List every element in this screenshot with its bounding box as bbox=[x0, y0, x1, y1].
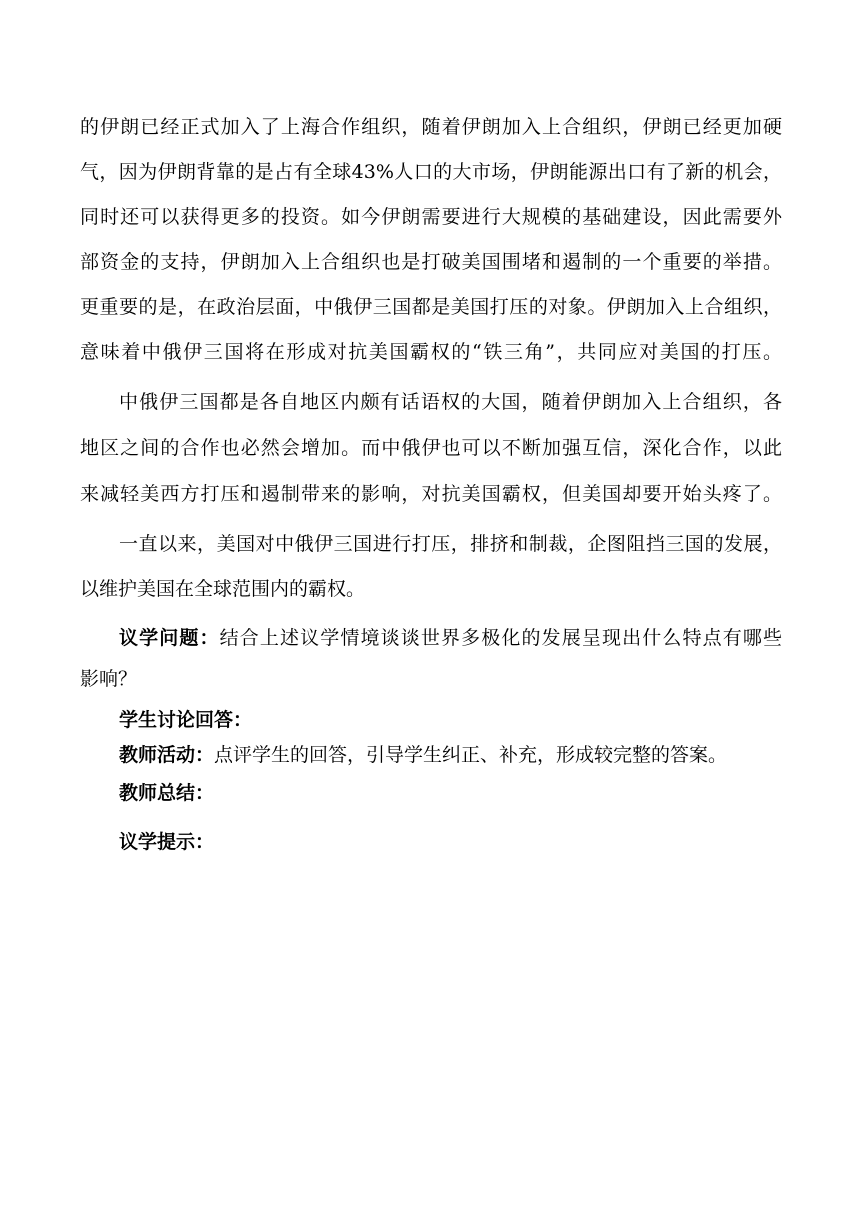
body-line: 的伊朗已经正式加入了上海合作组织，随着伊朗加入上合组织，伊朗已经更加硬 bbox=[80, 116, 782, 138]
body-line: 意味着中俄伊三国将在形成对抗美国霸权的“铁三角”，共同应对美国的打压。 bbox=[80, 341, 782, 363]
question-label: 议学问题： bbox=[119, 627, 220, 649]
student-answer-label: 学生讨论回答： bbox=[119, 709, 253, 731]
body-line: 地区之间的合作也必然会增加。而中俄伊也可以不断加强互信，深化合作，以此 bbox=[80, 437, 782, 459]
body-line: 一直以来，美国对中俄伊三国进行打压，排挤和制裁，企图阻挡三国的发展， bbox=[119, 533, 782, 555]
body-line: 中俄伊三国都是各自地区内颇有话语权的大国，随着伊朗加入上合组织，各 bbox=[119, 391, 782, 413]
teacher-summary-label: 教师总结： bbox=[119, 782, 215, 804]
teacher-activity-text: 点评学生的回答，引导学生纠正、补充，形成较完整的答案。 bbox=[214, 744, 728, 766]
body-line: 部资金的支持，伊朗加入上合组织也是打破美国围堵和遏制的一个重要的举措。 bbox=[80, 251, 782, 273]
body-line: 同时还可以获得更多的投资。如今伊朗需要进行大规模的基础建设，因此需要外 bbox=[80, 206, 782, 228]
hint-label: 议学提示： bbox=[119, 831, 215, 853]
body-line: 以维护美国在全球范围内的霸权。 bbox=[80, 578, 366, 600]
body-line: 更重要的是，在政治层面，中俄伊三国都是美国打压的对象。伊朗加入上合组织， bbox=[80, 296, 782, 318]
teacher-activity-label: 教师活动： bbox=[119, 744, 215, 766]
body-line: 气，因为伊朗背靠的是占有全球43%人口的大市场，伊朗能源出口有了新的机会， bbox=[80, 161, 782, 183]
teacher-activity-line bbox=[119, 743, 782, 767]
question-text: 结合上述议学情境谈谈世界多极化的发展呈现出什么特点有哪些 bbox=[219, 627, 782, 649]
question-line-2: 影响？ bbox=[80, 668, 138, 690]
body-line: 来减轻美西方打压和遏制带来的影响，对抗美国霸权，但美国却要开始头疼了。 bbox=[80, 483, 782, 505]
question-line bbox=[119, 626, 782, 650]
